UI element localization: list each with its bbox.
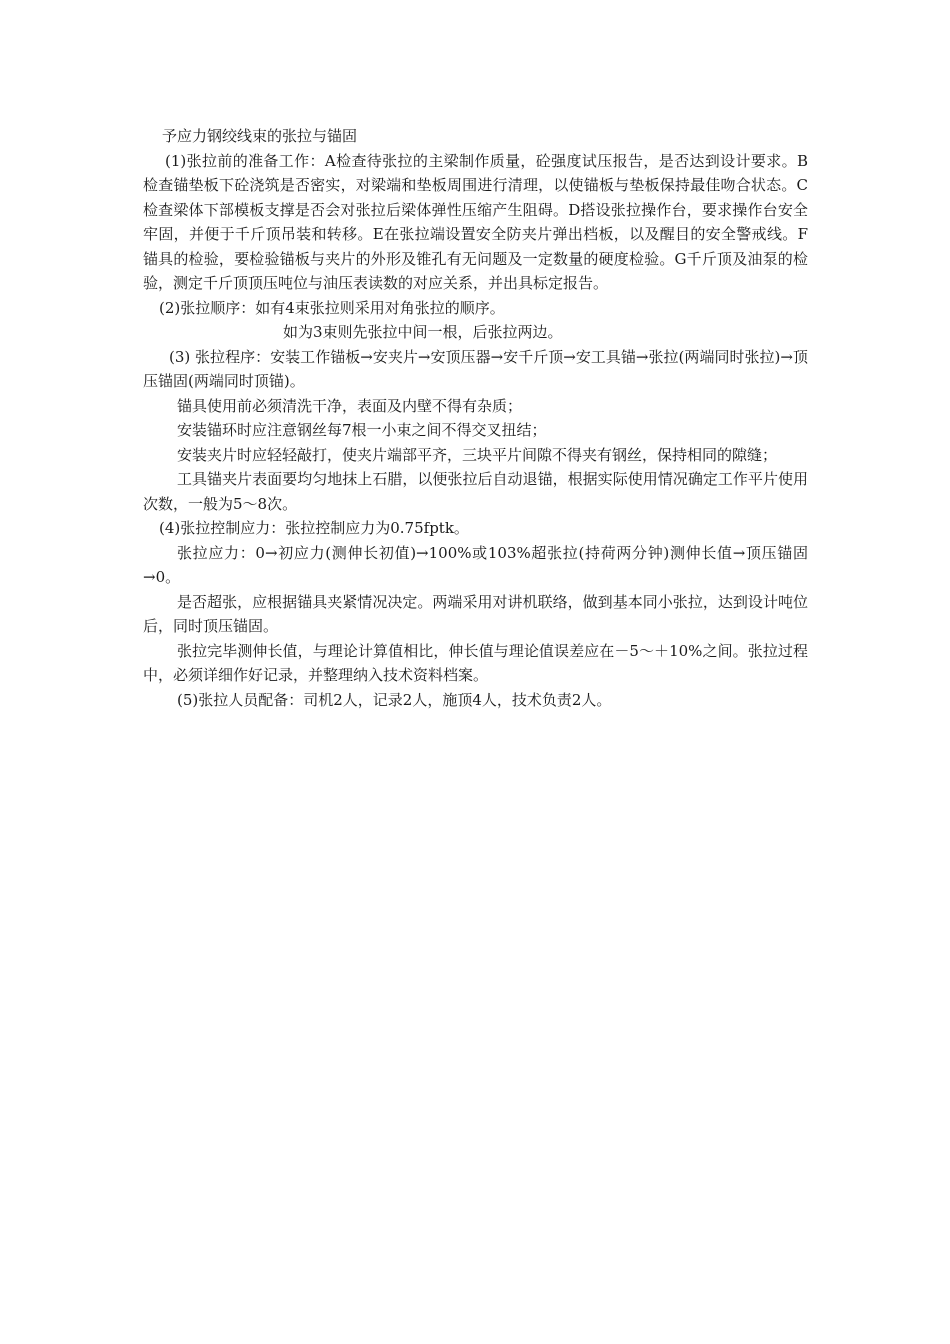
paragraph-tool-anchor: 工具锚夹片表面要均匀地抹上石腊，以便张拉后自动退锚，根据实际使用情况确定工作平片使用次数，一般为5～8次。 [143,470,808,513]
paragraph-anchor-cleaning: 锚具使用前必须清洗干净，表面及内壁不得有杂质； [177,396,523,415]
paragraph-tension-stress: 张拉应力：0→初应力(测伸长初值)→100%或103%超张拉(持荷两分钟)测伸长值→顶压锚固→0。 [143,543,808,586]
document-title: 予应力钢绞线束的张拉与锚固 [162,127,358,145]
paragraph-tension-order: (2)张拉顺序：如有4束张拉则采用对角张拉的顺序。 [159,298,505,317]
paragraph-anchor-ring: 安装锚环时应注意钢丝每7根一小束之间不得交叉扭结； [177,421,547,439]
paragraph-elongation: 张拉完毕测伸长值，与理论计算值相比，伸长值与理论值误差应在－5～＋10%之间。张拉过程中，必须详细作好记录，并整理纳入技术资料档案。 [143,641,808,684]
paragraph-clip-install: 安装夹片时应轻轻敲打，使夹片端部平齐，三块平片间隙不得夹有钢丝，保持相同的隙缝； [177,445,778,464]
paragraph-tension-order-note: 如为3束则先张拉中间一根，后张拉两边。 [283,323,563,341]
paragraph-staffing: (5)张拉人员配备：司机2人，记录2人，施顶4人，技术负责2人。 [177,690,612,709]
paragraph-over-tension: 是否超张，应根据锚具夹紧情况决定。两端采用对讲机联络，做到基本同小张拉，达到设计吨位后，同时顶压锚固。 [143,592,808,635]
paragraph-tension-procedure: (3) 张拉程序：安装工作锚板→安夹片→安顶压器→安千斤顶→安工具锚→张拉(两端同时张拉)→顶压锚固(两端同时顶锚)。 [143,347,808,390]
document-body [143,124,808,712]
paragraph-preparation: (1)张拉前的准备工作：A检查待张拉的主梁制作质量，砼强度试压报告，是否达到设计要求。B检查锚垫板下砼浇筑是否密实，对梁端和垫板周围进行清理，以使锚板与垫板保持最佳吻合状态。C检查梁体下部模板支撑是否会对张拉后梁体弹性压缩产生阻碍。D搭设张拉操作台，要求操作台安全牢固，并便于千斤顶吊装和转移。E在张拉端设置安全防夹片弹出档板，以及醒目的安全警戒线。F锚具的检验，要检验锚板与夹片的外形及锥孔有无问题及一定数量的硬度检验。G千斤顶及油泵的检验，测定千斤顶顶压吨位与油压表读数的对应关系，并出具标定报告。 [143,151,808,292]
paragraph-control-stress: (4)张拉控制应力：张拉控制应力为0.75fptk。 [159,519,469,537]
